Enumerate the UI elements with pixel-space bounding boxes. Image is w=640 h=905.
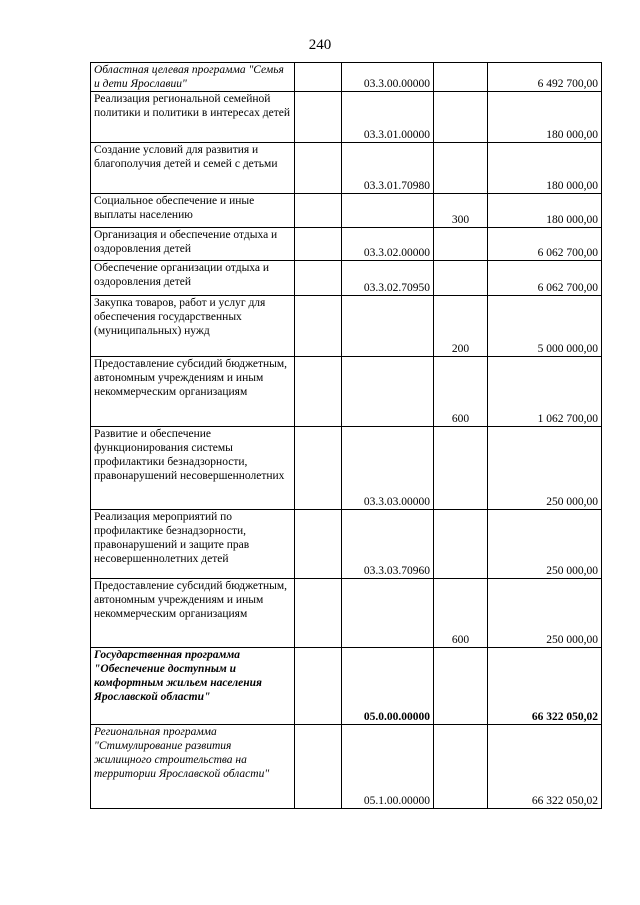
row-col2 (294, 357, 342, 427)
row-type (434, 725, 488, 809)
row-col2 (294, 725, 342, 809)
row-name: Государственная программа "Обеспечение доступным и комфортным жильем населения Ярославской области" (91, 648, 295, 725)
row-sum: 6 062 700,00 (487, 261, 601, 296)
page-number: 240 (308, 37, 332, 53)
row-name: Областная целевая программа "Семья и дети Ярославии" (91, 63, 295, 92)
row-name: Организация и обеспечение отдыха и оздоровления детей (91, 228, 295, 261)
table-row (91, 92, 602, 143)
row-sum: 5 000 000,00 (487, 296, 601, 357)
row-sum: 66 322 050,02 (487, 648, 601, 725)
row-sum: 180 000,00 (487, 92, 601, 143)
row-col2 (294, 92, 342, 143)
row-code: 03.3.03.00000 (342, 427, 434, 510)
row-code: 05.0.00.00000 (342, 648, 434, 725)
row-sum: 180 000,00 (487, 194, 601, 228)
row-name: Региональная программа "Стимулирование развития жилищного строительства на территории Ярославской области" (91, 725, 295, 809)
row-name: Предоставление субсидий бюджетным, автономным учреждениям и иным некоммерческим организациям (91, 579, 295, 648)
table-row (91, 510, 602, 579)
row-code: 03.3.01.70980 (342, 143, 434, 194)
row-type (434, 648, 488, 725)
budget-table-body (91, 63, 602, 809)
table-row (91, 143, 602, 194)
table-row (91, 648, 602, 725)
row-sum: 1 062 700,00 (487, 357, 601, 427)
row-sum: 250 000,00 (487, 510, 601, 579)
row-type: 600 (434, 357, 488, 427)
row-sum: 6 062 700,00 (487, 228, 601, 261)
row-code: 03.3.02.70950 (342, 261, 434, 296)
row-code: 03.3.01.00000 (342, 92, 434, 143)
row-type (434, 427, 488, 510)
table-row (91, 357, 602, 427)
row-col2 (294, 194, 342, 228)
row-name: Реализация мероприятий по профилактике безнадзорности, правонарушений и защите прав несовершеннолетних детей (91, 510, 295, 579)
table-row (91, 579, 602, 648)
row-col2 (294, 579, 342, 648)
row-type: 600 (434, 579, 488, 648)
row-type: 200 (434, 296, 488, 357)
row-name: Создание условий для развития и благополучия детей и семей с детьми (91, 143, 295, 194)
row-code (342, 357, 434, 427)
row-col2 (294, 648, 342, 725)
row-name: Обеспечение организации отдыха и оздоровления детей (91, 261, 295, 296)
row-code (342, 579, 434, 648)
row-sum: 250 000,00 (487, 579, 601, 648)
row-col2 (294, 143, 342, 194)
budget-table (90, 62, 602, 809)
table-row (91, 63, 602, 92)
row-sum: 180 000,00 (487, 143, 601, 194)
row-col2 (294, 228, 342, 261)
table-row (91, 261, 602, 296)
row-code: 05.1.00.00000 (342, 725, 434, 809)
table-row (91, 228, 602, 261)
row-type (434, 261, 488, 296)
row-col2 (294, 296, 342, 357)
row-code: 03.3.03.70960 (342, 510, 434, 579)
row-type (434, 510, 488, 579)
table-row (91, 427, 602, 510)
row-name: Закупка товаров, работ и услуг для обеспечения государственных (муниципальных) нужд (91, 296, 295, 357)
row-code: 03.3.02.00000 (342, 228, 434, 261)
row-type (434, 63, 488, 92)
row-col2 (294, 63, 342, 92)
row-name: Социальное обеспечение и иные выплаты населению (91, 194, 295, 228)
row-type: 300 (434, 194, 488, 228)
row-sum: 6 492 700,00 (487, 63, 601, 92)
row-name: Развитие и обеспечение функционирования системы профилактики безнадзорности, правонарушений несовершеннолетних (91, 427, 295, 510)
row-sum: 66 322 050,02 (487, 725, 601, 809)
row-type (434, 92, 488, 143)
row-name: Реализация региональной семейной политики и политики в интересах детей (91, 92, 295, 143)
row-sum: 250 000,00 (487, 427, 601, 510)
row-col2 (294, 510, 342, 579)
table-row (91, 296, 602, 357)
row-code (342, 194, 434, 228)
row-code (342, 296, 434, 357)
row-type (434, 143, 488, 194)
row-col2 (294, 261, 342, 296)
row-name: Предоставление субсидий бюджетным, автономным учреждениям и иным некоммерческим организациям (91, 357, 295, 427)
table-row (91, 194, 602, 228)
row-col2 (294, 427, 342, 510)
row-type (434, 228, 488, 261)
row-code: 03.3.00.00000 (342, 63, 434, 92)
table-row (91, 725, 602, 809)
